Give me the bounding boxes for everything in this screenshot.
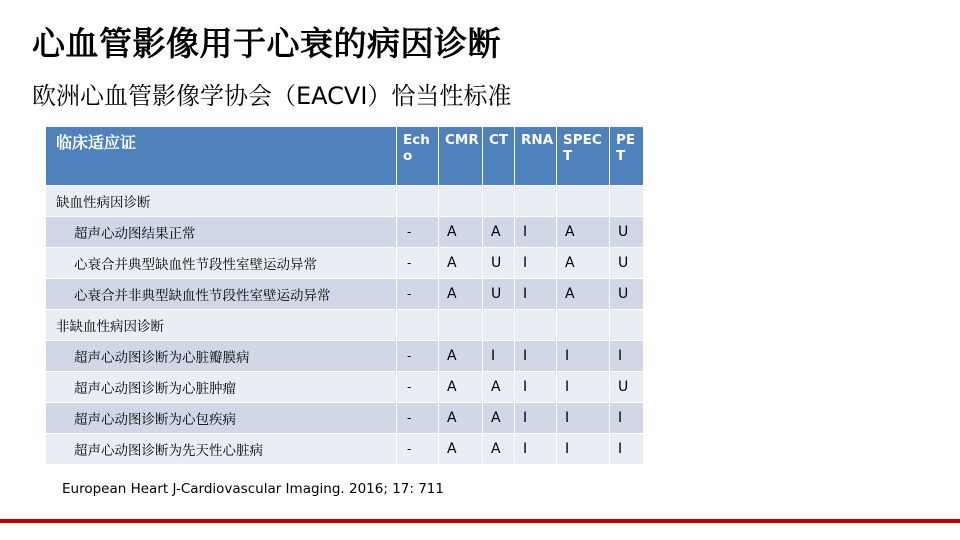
rating-cell: I [515, 372, 557, 403]
slide-title: 心血管影像用于心衰的病因诊断 [32, 24, 501, 63]
rating-cell: A [483, 372, 515, 403]
rating-cell: A [439, 372, 483, 403]
rating-cell: A [483, 217, 515, 248]
table-row [46, 341, 644, 372]
section-label: 非缺血性病因诊断 [46, 310, 397, 341]
rating-cell: - [397, 248, 439, 279]
rating-cell: A [557, 217, 610, 248]
rating-cell [557, 186, 610, 217]
citation: European Heart J-Cardiovascular Imaging. 2016; 17: 711 [62, 481, 444, 497]
rating-cell: - [397, 217, 439, 248]
bottom-divider [0, 519, 960, 523]
header-spect: SPECT [557, 127, 610, 186]
table-row [46, 279, 644, 310]
rating-cell [397, 310, 439, 341]
rating-cell: A [557, 279, 610, 310]
rating-cell: - [397, 279, 439, 310]
rating-cell [483, 310, 515, 341]
rating-cell [439, 310, 483, 341]
appropriateness-table [45, 126, 644, 465]
rating-cell: - [397, 372, 439, 403]
rating-cell [439, 186, 483, 217]
rating-cell: A [483, 403, 515, 434]
rating-cell: I [610, 403, 644, 434]
rating-cell: I [557, 434, 610, 465]
rating-cell: U [483, 248, 515, 279]
rating-cell: I [515, 403, 557, 434]
rating-cell: U [610, 372, 644, 403]
table-section-row [46, 186, 644, 217]
rating-cell: A [439, 248, 483, 279]
rating-cell [515, 310, 557, 341]
rating-cell: - [397, 341, 439, 372]
rating-cell: U [483, 279, 515, 310]
rating-cell: U [610, 248, 644, 279]
rating-cell: I [515, 341, 557, 372]
rating-cell: I [557, 341, 610, 372]
header-echo: Echo [397, 127, 439, 186]
rating-cell: A [439, 403, 483, 434]
rating-cell: I [557, 403, 610, 434]
rating-cell [397, 186, 439, 217]
table-row [46, 403, 644, 434]
rating-cell: I [610, 341, 644, 372]
rating-cell: A [439, 279, 483, 310]
rating-cell: U [610, 279, 644, 310]
rating-cell: I [557, 372, 610, 403]
rating-cell: I [515, 434, 557, 465]
rating-cell: I [483, 341, 515, 372]
rating-cell: A [483, 434, 515, 465]
rating-cell [515, 186, 557, 217]
rating-cell: I [515, 279, 557, 310]
header-cmr: CMR [439, 127, 483, 186]
rating-cell [557, 310, 610, 341]
row-label: 超声心动图诊断为心脏肿瘤 [46, 372, 397, 403]
header-pet: PET [610, 127, 644, 186]
row-label: 心衰合并非典型缺血性节段性室壁运动异常 [46, 279, 397, 310]
row-label: 心衰合并典型缺血性节段性室壁运动异常 [46, 248, 397, 279]
rating-cell: I [610, 434, 644, 465]
rating-cell: A [439, 434, 483, 465]
rating-cell: I [515, 217, 557, 248]
table-row [46, 434, 644, 465]
header-ct: CT [483, 127, 515, 186]
rating-cell: A [439, 217, 483, 248]
row-label: 超声心动图诊断为先天性心脏病 [46, 434, 397, 465]
rating-cell [610, 310, 644, 341]
slide-subtitle: 欧洲心血管影像学协会（EACVI）恰当性标准 [32, 82, 512, 110]
section-label: 缺血性病因诊断 [46, 186, 397, 217]
rating-cell: I [515, 248, 557, 279]
table-header-row [46, 127, 644, 186]
row-label: 超声心动图结果正常 [46, 217, 397, 248]
table-row [46, 217, 644, 248]
header-rna: RNA [515, 127, 557, 186]
table-section-row [46, 310, 644, 341]
rating-cell [610, 186, 644, 217]
table-row [46, 248, 644, 279]
row-label: 超声心动图诊断为心包疾病 [46, 403, 397, 434]
rating-cell: U [610, 217, 644, 248]
rating-cell: - [397, 403, 439, 434]
rating-cell [483, 186, 515, 217]
row-label: 超声心动图诊断为心脏瓣膜病 [46, 341, 397, 372]
rating-cell: - [397, 434, 439, 465]
table-row [46, 372, 644, 403]
header-indication: 临床适应证 [46, 127, 397, 186]
rating-cell: A [439, 341, 483, 372]
rating-cell: A [557, 248, 610, 279]
